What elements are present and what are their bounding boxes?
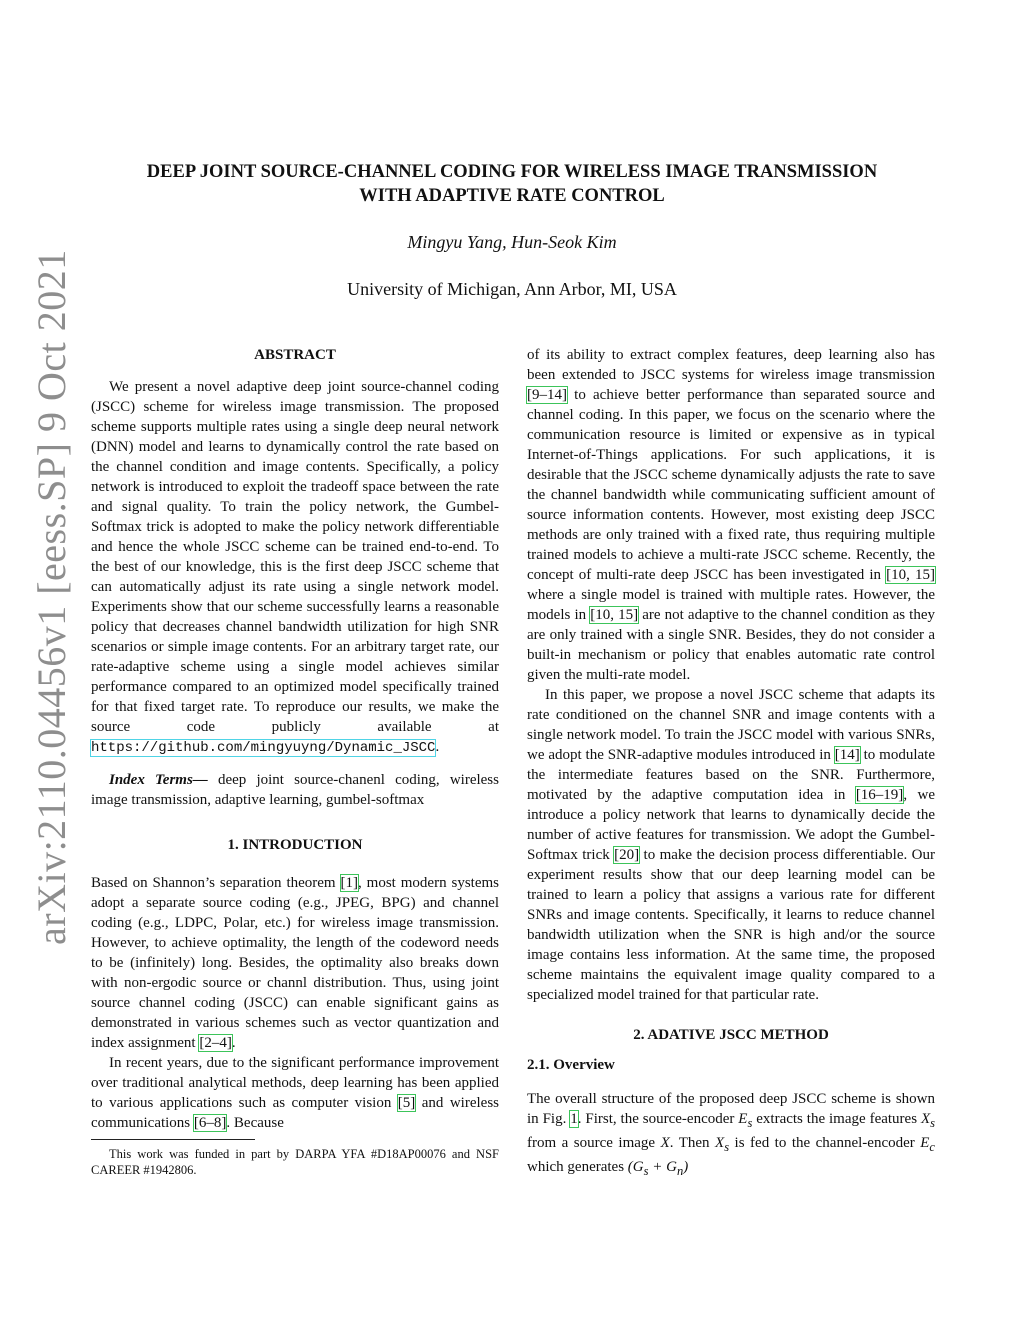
citation-link[interactable]: [10, 15] [590, 607, 639, 623]
right-paragraph-2: In this paper, we propose a novel JSCC scheme that adapts its rate conditioned on the channel SNR and image contents with a single network model. To train the JSCC model with various SNRs, we adopt the SNR-adaptive modules introduced in [14] to modulate the intermediate features based on the SNR. Furthermore, motivated by the adaptive computation idea in [16–19], we introduce a policy network that learns to dynamically decide the number of active features for transmission. We adopt the Gumbel-Softmax trick [20] to make the decision process differentiable. Our experiment results show that our deep learning model can be trained to learn a policy that assigns a various rate for different SNRs and image contents. Specifically, it learns to reduce channel bandwidth utilization when the SNR is high and/or the source image contains less information. At the same time, the proposed scheme maintains the equivalent image quality compared to a specialized model trained for that particular rate. [527, 687, 935, 1003]
overview-paragraph: The overall structure of the proposed deep JSCC scheme is shown in Fig. 1. First, the source-encoder $E_s$ extracts the image features $X_s$ from a source image X. Then $X_s$ is fed to the channel-encoder $E_c$ which generates $(G_s + G_n)$ [527, 1091, 935, 1178]
abstract-heading: ABSTRACT [254, 347, 336, 363]
right-paragraph-1: of its ability to extract complex features, deep learning also has been extended to JSCC systems for wireless image transmission [9–14] to achieve better performance than separated source and channel coding. In this paper, we focus on the scenario where the communication resource is limited or expensive as in typical Internet-of-Things applications. For such applications, it is desirable that the JSCC scheme dynamically adjusts the rate to save the channel bandwidth while communicating sufficient amount of source information contents. However, most existing deep JSCC methods are only trained with a fixed rate, thus requiring multiple trained models to achieve a multi-rate JSCC scheme. Recently, the concept of multi-rate deep JSCC has been investigated in [10, 15] where a single model is trained with multiple rates. However, the models in [10, 15] are not adaptive to the channel condition as they are only trained with a single SNR. Besides, they do not consider a built-in mechanism or policy that enables automatic rate control given the multi-rate model. [527, 347, 936, 683]
arxiv-identifier: arXiv:2110.04456v1 [eess.SP] 9 Oct 2021 [29, 249, 74, 945]
citation-link[interactable]: [14] [834, 747, 860, 763]
index-terms-label: Index Terms— [109, 772, 208, 788]
source-code-link[interactable]: https://github.com/mingyuyng/Dynamic_JSCC [91, 740, 436, 756]
figure-link[interactable]: 1 [570, 1111, 578, 1127]
introduction-heading: 1. INTRODUCTION [227, 837, 363, 853]
left-column [91, 345, 499, 1178]
citation-link[interactable]: [6–8] [193, 1115, 227, 1131]
citation-link[interactable]: [16–19] [855, 787, 904, 803]
intro-paragraph-2: In recent years, due to the significant performance improvement over traditional analytical methods, deep learning has been applied to various applications such as computer vision [5] and wireless communications [6–8]. Because [91, 1055, 499, 1131]
section-2-heading: 2. ADATIVE JSCC METHOD [633, 1027, 829, 1043]
abstract-body: We present a novel adaptive deep joint source-channel coding (JSCC) scheme for wireless image transmission. The proposed scheme supports multiple rates using a single deep neural network (DNN) model and learns to dynamically control the rate based on the channel condition and image contents. Specifically, a policy network is introduced to exploit the tradeoff space between the rate and signal quality. To train the policy network, the Gumbel-Softmax trick is adopted to make the policy network differentiable and hence the whole JSCC scheme can be trained end-to-end. To the best of our knowledge, this is the first deep JSCC scheme that can automatically adjust its rate using a single network model. Experiments show that our scheme successfully learns a reasonable policy that decreases channel bandwidth utilization for high SNR scenarios or simple image contents. For an arbitrary target rate, our rate-adaptive scheme using a single model achieves similar performance compared to an optimized model specifically trained for that fixed target rate. To reproduce our results, we make the source code publicly available at https://github.com/mingyuyng/Dynamic_JSCC. [91, 379, 499, 756]
index-terms-text: deep joint source-chanenl coding, wireless image transmission, adaptive learning, gumbel-softmax [91, 772, 499, 808]
affiliation: University of Michigan, Ann Arbor, MI, USA [347, 279, 677, 299]
title-line-2: WITH ADAPTIVE RATE CONTROL [359, 186, 665, 206]
right-column [527, 345, 935, 1181]
funding-footnote: This work was funded in part by DARPA YFA #D18AP00076 and NSF CAREER #1942806. [91, 1147, 499, 1177]
intro-paragraph-1: Based on Shannon’s separation theorem [1], most modern systems adopt a separate source coding (e.g., JPEG, BPG) and channel coding (e.g., LDPC, Polar, etc.) for wireless image transmission. However, to achieve optimality, the length of the codeword needs to be (infinitely) long. Besides, the optimality also breaks down with non-ergodic source or channl distribution. Thus, using joint source channel coding (JSCC) can enable significant gains as demonstrated in various schemes such as vector quantization and index assignment [2–4]. [91, 875, 499, 1051]
title-line-1: DEEP JOINT SOURCE-CHANNEL CODING FOR WIRELESS IMAGE TRANSMISSION [146, 162, 878, 182]
paper-title [80, 160, 944, 208]
citation-link[interactable]: [2–4] [199, 1035, 232, 1051]
citation-link[interactable]: [9–14] [527, 387, 567, 403]
citation-link[interactable]: [5] [397, 1095, 416, 1111]
authors: Mingyu Yang, Hun-Seok Kim [407, 232, 617, 252]
abstract-text: We present a novel adaptive deep joint source-channel coding (JSCC) scheme for wireless image transmission. The proposed scheme supports multiple rates using a single deep neural network (DNN) model and learns to dynamically control the rate based on the channel condition and image contents. Specifically, a policy network is introduced to exploit the tradeoff space between the rate and signal quality. To train the policy network, the Gumbel-Softmax trick is adopted to make the policy network differentiable and hence the whole JSCC scheme can be trained end-to-end. To the best of our knowledge, this is the first deep JSCC scheme that can automatically adjust its rate using a single network model. Experiments show that our scheme successfully learns a reasonable policy that decreases channel bandwidth utilization for high SNR scenarios or simple image contents. For an arbitrary target rate, our rate-adaptive scheme using a single model achieves similar performance compared to an optimized model specifically trained for that fixed target rate. To reproduce our results, we make the source code publicly available at [91, 379, 499, 735]
index-terms [91, 770, 499, 810]
citation-link[interactable]: [10, 15] [886, 567, 935, 583]
citation-link[interactable]: [20] [614, 847, 640, 863]
subsection-2-1-heading: 2.1. Overview [527, 1057, 615, 1073]
citation-link[interactable]: [1] [340, 875, 359, 891]
